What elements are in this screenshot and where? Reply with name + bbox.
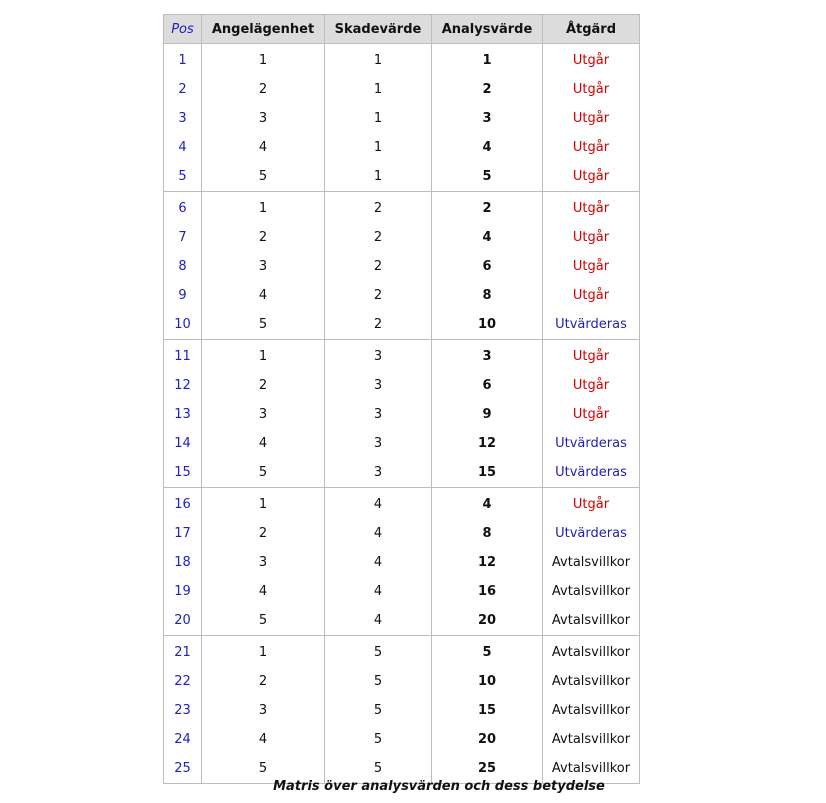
cell-skadevarde: 4 xyxy=(325,548,432,577)
cell-pos: 5 xyxy=(164,162,202,192)
cell-angelagenhet: 1 xyxy=(202,192,325,224)
cell-atgard: Utvärderas xyxy=(543,429,640,458)
cell-atgard: Avtalsvillkor xyxy=(543,667,640,696)
cell-angelagenhet: 3 xyxy=(202,104,325,133)
cell-pos: 16 xyxy=(164,488,202,520)
cell-atgard: Avtalsvillkor xyxy=(543,606,640,636)
cell-pos: 4 xyxy=(164,133,202,162)
header-angelagenhet: Angelägenhet xyxy=(202,15,325,44)
cell-angelagenhet: 2 xyxy=(202,667,325,696)
cell-analysvarde: 4 xyxy=(432,488,543,520)
cell-skadevarde: 1 xyxy=(325,104,432,133)
table-row xyxy=(164,400,640,429)
cell-pos: 3 xyxy=(164,104,202,133)
cell-pos: 17 xyxy=(164,519,202,548)
cell-skadevarde: 3 xyxy=(325,400,432,429)
cell-skadevarde: 5 xyxy=(325,696,432,725)
table-row xyxy=(164,519,640,548)
analysis-matrix-table xyxy=(163,14,640,784)
cell-analysvarde: 16 xyxy=(432,577,543,606)
cell-pos: 7 xyxy=(164,223,202,252)
cell-atgard: Utvärderas xyxy=(543,458,640,488)
cell-analysvarde: 8 xyxy=(432,281,543,310)
cell-skadevarde: 1 xyxy=(325,162,432,192)
cell-atgard: Utgår xyxy=(543,192,640,224)
cell-pos: 2 xyxy=(164,75,202,104)
cell-pos: 24 xyxy=(164,725,202,754)
cell-atgard: Avtalsvillkor xyxy=(543,725,640,754)
cell-analysvarde: 15 xyxy=(432,458,543,488)
cell-skadevarde: 2 xyxy=(325,310,432,340)
cell-analysvarde: 12 xyxy=(432,548,543,577)
cell-angelagenhet: 3 xyxy=(202,400,325,429)
cell-atgard: Avtalsvillkor xyxy=(543,577,640,606)
table-row xyxy=(164,133,640,162)
cell-atgard: Avtalsvillkor xyxy=(543,636,640,668)
cell-atgard: Avtalsvillkor xyxy=(543,548,640,577)
cell-pos: 13 xyxy=(164,400,202,429)
cell-pos: 14 xyxy=(164,429,202,458)
cell-pos: 11 xyxy=(164,340,202,372)
cell-atgard: Utgår xyxy=(543,75,640,104)
cell-skadevarde: 5 xyxy=(325,725,432,754)
cell-analysvarde: 2 xyxy=(432,192,543,224)
cell-skadevarde: 4 xyxy=(325,519,432,548)
cell-analysvarde: 9 xyxy=(432,400,543,429)
cell-angelagenhet: 5 xyxy=(202,606,325,636)
cell-atgard: Utgår xyxy=(543,281,640,310)
header-analysvarde: Analysvärde xyxy=(432,15,543,44)
cell-atgard: Utgår xyxy=(543,162,640,192)
cell-analysvarde: 4 xyxy=(432,223,543,252)
cell-angelagenhet: 3 xyxy=(202,548,325,577)
cell-skadevarde: 3 xyxy=(325,371,432,400)
cell-skadevarde: 1 xyxy=(325,133,432,162)
cell-atgard: Avtalsvillkor xyxy=(543,754,640,784)
table-header xyxy=(164,15,640,44)
cell-skadevarde: 3 xyxy=(325,340,432,372)
header-pos: Pos xyxy=(164,15,202,44)
table-row xyxy=(164,696,640,725)
cell-analysvarde: 6 xyxy=(432,252,543,281)
cell-analysvarde: 25 xyxy=(432,754,543,784)
header-skadevarde: Skadevärde xyxy=(325,15,432,44)
table-row xyxy=(164,371,640,400)
cell-skadevarde: 1 xyxy=(325,75,432,104)
table-row xyxy=(164,310,640,340)
cell-angelagenhet: 2 xyxy=(202,371,325,400)
cell-analysvarde: 5 xyxy=(432,162,543,192)
table-row xyxy=(164,192,640,224)
cell-skadevarde: 1 xyxy=(325,44,432,76)
cell-analysvarde: 20 xyxy=(432,606,543,636)
cell-angelagenhet: 4 xyxy=(202,281,325,310)
cell-pos: 8 xyxy=(164,252,202,281)
cell-analysvarde: 10 xyxy=(432,667,543,696)
table-row xyxy=(164,458,640,488)
cell-angelagenhet: 1 xyxy=(202,44,325,76)
cell-analysvarde: 6 xyxy=(432,371,543,400)
cell-pos: 22 xyxy=(164,667,202,696)
table-row xyxy=(164,75,640,104)
cell-pos: 15 xyxy=(164,458,202,488)
cell-skadevarde: 5 xyxy=(325,754,432,784)
cell-atgard: Utgår xyxy=(543,133,640,162)
cell-pos: 21 xyxy=(164,636,202,668)
cell-pos: 1 xyxy=(164,44,202,76)
cell-angelagenhet: 5 xyxy=(202,754,325,784)
cell-angelagenhet: 5 xyxy=(202,162,325,192)
cell-skadevarde: 4 xyxy=(325,488,432,520)
cell-pos: 23 xyxy=(164,696,202,725)
table-row xyxy=(164,44,640,76)
cell-skadevarde: 2 xyxy=(325,223,432,252)
cell-pos: 6 xyxy=(164,192,202,224)
cell-angelagenhet: 1 xyxy=(202,488,325,520)
cell-analysvarde: 10 xyxy=(432,310,543,340)
cell-analysvarde: 3 xyxy=(432,340,543,372)
table-row xyxy=(164,636,640,668)
table-row xyxy=(164,223,640,252)
table-row xyxy=(164,429,640,458)
cell-pos: 18 xyxy=(164,548,202,577)
cell-atgard: Utgår xyxy=(543,252,640,281)
cell-atgard: Utgår xyxy=(543,371,640,400)
cell-skadevarde: 2 xyxy=(325,192,432,224)
cell-atgard: Utgår xyxy=(543,44,640,76)
table-body xyxy=(164,44,640,784)
cell-skadevarde: 2 xyxy=(325,252,432,281)
table-row xyxy=(164,725,640,754)
table-row xyxy=(164,104,640,133)
cell-analysvarde: 15 xyxy=(432,696,543,725)
cell-atgard: Utgår xyxy=(543,223,640,252)
cell-analysvarde: 3 xyxy=(432,104,543,133)
table-row xyxy=(164,577,640,606)
cell-atgard: Utgår xyxy=(543,340,640,372)
cell-pos: 12 xyxy=(164,371,202,400)
cell-angelagenhet: 4 xyxy=(202,133,325,162)
cell-analysvarde: 5 xyxy=(432,636,543,668)
table-row xyxy=(164,281,640,310)
cell-atgard: Utvärderas xyxy=(543,310,640,340)
cell-angelagenhet: 3 xyxy=(202,696,325,725)
cell-analysvarde: 12 xyxy=(432,429,543,458)
table-row xyxy=(164,667,640,696)
cell-atgard: Utvärderas xyxy=(543,519,640,548)
table-row xyxy=(164,252,640,281)
cell-angelagenhet: 5 xyxy=(202,310,325,340)
cell-angelagenhet: 1 xyxy=(202,636,325,668)
cell-pos: 10 xyxy=(164,310,202,340)
cell-angelagenhet: 2 xyxy=(202,75,325,104)
cell-angelagenhet: 4 xyxy=(202,577,325,606)
cell-angelagenhet: 4 xyxy=(202,725,325,754)
cell-skadevarde: 5 xyxy=(325,636,432,668)
cell-pos: 19 xyxy=(164,577,202,606)
cell-skadevarde: 5 xyxy=(325,667,432,696)
table-row xyxy=(164,340,640,372)
cell-skadevarde: 4 xyxy=(325,577,432,606)
cell-analysvarde: 2 xyxy=(432,75,543,104)
cell-pos: 25 xyxy=(164,754,202,784)
cell-atgard: Avtalsvillkor xyxy=(543,696,640,725)
cell-angelagenhet: 1 xyxy=(202,340,325,372)
cell-angelagenhet: 2 xyxy=(202,223,325,252)
cell-angelagenhet: 3 xyxy=(202,252,325,281)
header-atgard: Åtgärd xyxy=(543,15,640,44)
cell-analysvarde: 4 xyxy=(432,133,543,162)
table-row xyxy=(164,606,640,636)
cell-pos: 20 xyxy=(164,606,202,636)
cell-analysvarde: 1 xyxy=(432,44,543,76)
table-caption: Matris över analysvärden och dess betydelse xyxy=(273,779,605,794)
cell-skadevarde: 3 xyxy=(325,458,432,488)
cell-angelagenhet: 4 xyxy=(202,429,325,458)
table-row xyxy=(164,548,640,577)
cell-atgard: Utgår xyxy=(543,488,640,520)
cell-pos: 9 xyxy=(164,281,202,310)
cell-angelagenhet: 2 xyxy=(202,519,325,548)
cell-skadevarde: 2 xyxy=(325,281,432,310)
cell-analysvarde: 20 xyxy=(432,725,543,754)
table-row xyxy=(164,162,640,192)
cell-angelagenhet: 5 xyxy=(202,458,325,488)
header-row xyxy=(164,15,640,44)
cell-skadevarde: 3 xyxy=(325,429,432,458)
cell-atgard: Utgår xyxy=(543,104,640,133)
cell-atgard: Utgår xyxy=(543,400,640,429)
cell-analysvarde: 8 xyxy=(432,519,543,548)
table-row xyxy=(164,488,640,520)
cell-skadevarde: 4 xyxy=(325,606,432,636)
